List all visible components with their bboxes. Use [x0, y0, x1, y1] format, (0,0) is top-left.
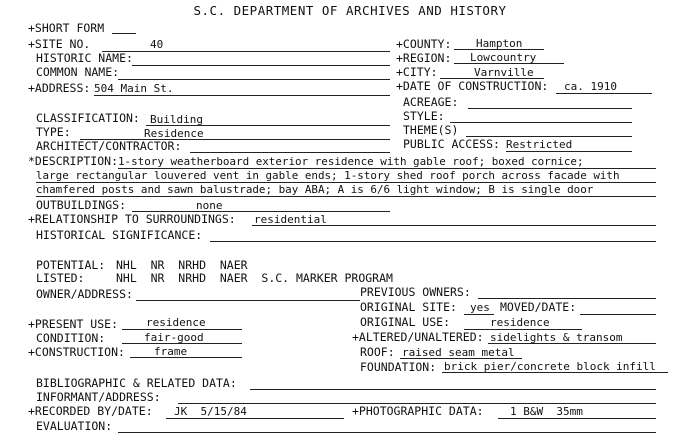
present-use-line: [122, 329, 242, 330]
acreage-line: [468, 108, 632, 109]
owner-address-line: [136, 300, 360, 301]
type-value[interactable]: Residence: [144, 127, 204, 140]
original-site-value[interactable]: yes: [470, 301, 490, 314]
public-access-label: PUBLIC ACCESS:: [403, 137, 500, 151]
region-label: +REGION:: [396, 51, 452, 65]
outbuildings-label: OUTBUILDINGS:: [36, 198, 127, 212]
present-use-label: +PRESENT USE:: [28, 317, 119, 331]
bibliographic-label: BIBLIOGRAPHIC & RELATED DATA:: [36, 376, 237, 390]
city-label: +CITY:: [396, 65, 438, 79]
county-line: [454, 49, 544, 50]
potential-options[interactable]: NHL NR NRHD NAER: [116, 258, 248, 272]
potential-label: POTENTIAL:: [36, 258, 106, 272]
recorded-by-label: +RECORDED BY/DATE:: [28, 404, 153, 418]
altered-label: +ALTERED/UNALTERED:: [352, 330, 484, 344]
recorded-by-value[interactable]: JK 5/15/84: [174, 405, 247, 418]
altered-line: [488, 343, 656, 344]
description-rule-3: [36, 196, 656, 197]
address-label: +ADDRESS:: [28, 81, 91, 95]
description-label: *DESCRIPTION:: [28, 154, 119, 168]
photographic-label: +PHOTOGRAPHIC DATA:: [352, 404, 484, 418]
architect-label: ARCHITECT/CONTRACTOR:: [36, 139, 182, 153]
evaluation-line: [118, 432, 656, 433]
moved-date-line: [580, 314, 656, 315]
construction-label: +CONSTRUCTION:: [28, 345, 125, 359]
address-value[interactable]: 504 Main St.: [94, 82, 174, 95]
short-form-label: +SHORT FORM: [28, 21, 105, 35]
classification-label: CLASSIFICATION:: [36, 111, 140, 125]
date-construction-line: [556, 93, 652, 94]
county-label: +COUNTY:: [396, 37, 452, 51]
description-line-2[interactable]: large rectangular louvered vent in gable ends; 1-story shed roof porch across facade with: [36, 169, 620, 182]
historical-significance-label: HISTORICAL SIGNIFICANCE:: [36, 228, 203, 242]
site-no-value[interactable]: 40: [150, 38, 164, 51]
classification-value[interactable]: Building: [150, 113, 203, 126]
previous-owners-label: PREVIOUS OWNERS:: [360, 285, 471, 299]
form-title: S.C. DEPARTMENT OF ARCHIVES AND HISTORY: [193, 3, 507, 18]
foundation-value[interactable]: brick pier/concrete block infill: [444, 360, 656, 373]
informant-label: INFORMANT/ADDRESS:: [36, 390, 161, 404]
listed-label: LISTED:: [36, 271, 85, 285]
date-construction-value[interactable]: ca. 1910: [564, 80, 617, 93]
original-site-line: [464, 314, 494, 315]
listed-options[interactable]: NHL NR NRHD NAER S.C. MARKER PROGRAM: [116, 271, 393, 285]
previous-owners-line: [478, 298, 656, 299]
recorded-by-line: [166, 418, 344, 419]
photographic-value[interactable]: 1 B&W 35mm: [510, 405, 583, 418]
foundation-line: [442, 372, 668, 373]
condition-value[interactable]: fair-good: [144, 331, 204, 344]
foundation-label: FOUNDATION:: [360, 360, 437, 374]
region-line: [454, 63, 564, 64]
architect-line: [190, 152, 390, 153]
style-label: STYLE:: [403, 109, 445, 123]
relationship-label: +RELATIONSHIP TO SURROUNDINGS:: [28, 212, 236, 226]
evaluation-label: EVALUATION:: [36, 419, 113, 433]
description-line-3[interactable]: chamfered posts and sawn balustrade; bay ABA; A is 6/6 light window; B is single door: [36, 183, 594, 196]
style-line: [450, 122, 632, 123]
public-access-line: [506, 151, 632, 152]
acreage-label: ACREAGE:: [403, 95, 459, 109]
present-use-value[interactable]: residence: [146, 316, 206, 329]
common-name-line: [118, 79, 390, 80]
roof-label: ROOF:: [360, 345, 395, 359]
original-site-label: ORIGINAL SITE:: [360, 300, 457, 314]
construction-value[interactable]: frame: [154, 345, 188, 358]
bibliographic-line: [250, 389, 656, 390]
classification-line: [146, 125, 390, 126]
owner-address-label: OWNER/ADDRESS:: [36, 287, 133, 301]
moved-date-label: MOVED/DATE:: [500, 300, 577, 314]
address-line: [94, 95, 390, 96]
roof-value[interactable]: raised seam metal: [402, 346, 515, 359]
photographic-line: [498, 418, 656, 419]
historical-significance-line: [210, 241, 656, 242]
relationship-line: [252, 225, 656, 226]
common-name-label: COMMON NAME:: [36, 65, 120, 79]
construction-line: [130, 357, 242, 358]
original-use-label: ORIGINAL USE:: [360, 315, 451, 329]
altered-value[interactable]: sidelights & transom: [490, 331, 623, 344]
public-access-value[interactable]: Restricted: [506, 138, 573, 151]
historic-name-line: [132, 65, 390, 66]
county-value[interactable]: Hampton: [476, 37, 523, 50]
themes-label: THEME(S): [403, 123, 459, 137]
condition-line: [122, 343, 242, 344]
relationship-value[interactable]: residential: [254, 213, 327, 226]
date-construction-label: +DATE OF CONSTRUCTION:: [396, 79, 549, 93]
historic-name-label: HISTORIC NAME:: [36, 51, 133, 65]
type-label: TYPE:: [36, 125, 71, 139]
short-form-line: [112, 33, 136, 34]
site-no-label: +SITE NO.: [28, 37, 91, 51]
description-line-1[interactable]: 1-story weatherboard exterior residence with gable roof; boxed cornice;: [118, 155, 584, 168]
original-use-value[interactable]: residence: [490, 316, 550, 329]
site-no-line: [102, 51, 390, 52]
outbuildings-value[interactable]: none: [196, 199, 223, 212]
condition-label: CONDITION:: [36, 331, 106, 345]
roof-line: [400, 358, 522, 359]
region-value[interactable]: Lowcountry: [470, 51, 537, 64]
city-value[interactable]: Varnville: [474, 66, 534, 79]
